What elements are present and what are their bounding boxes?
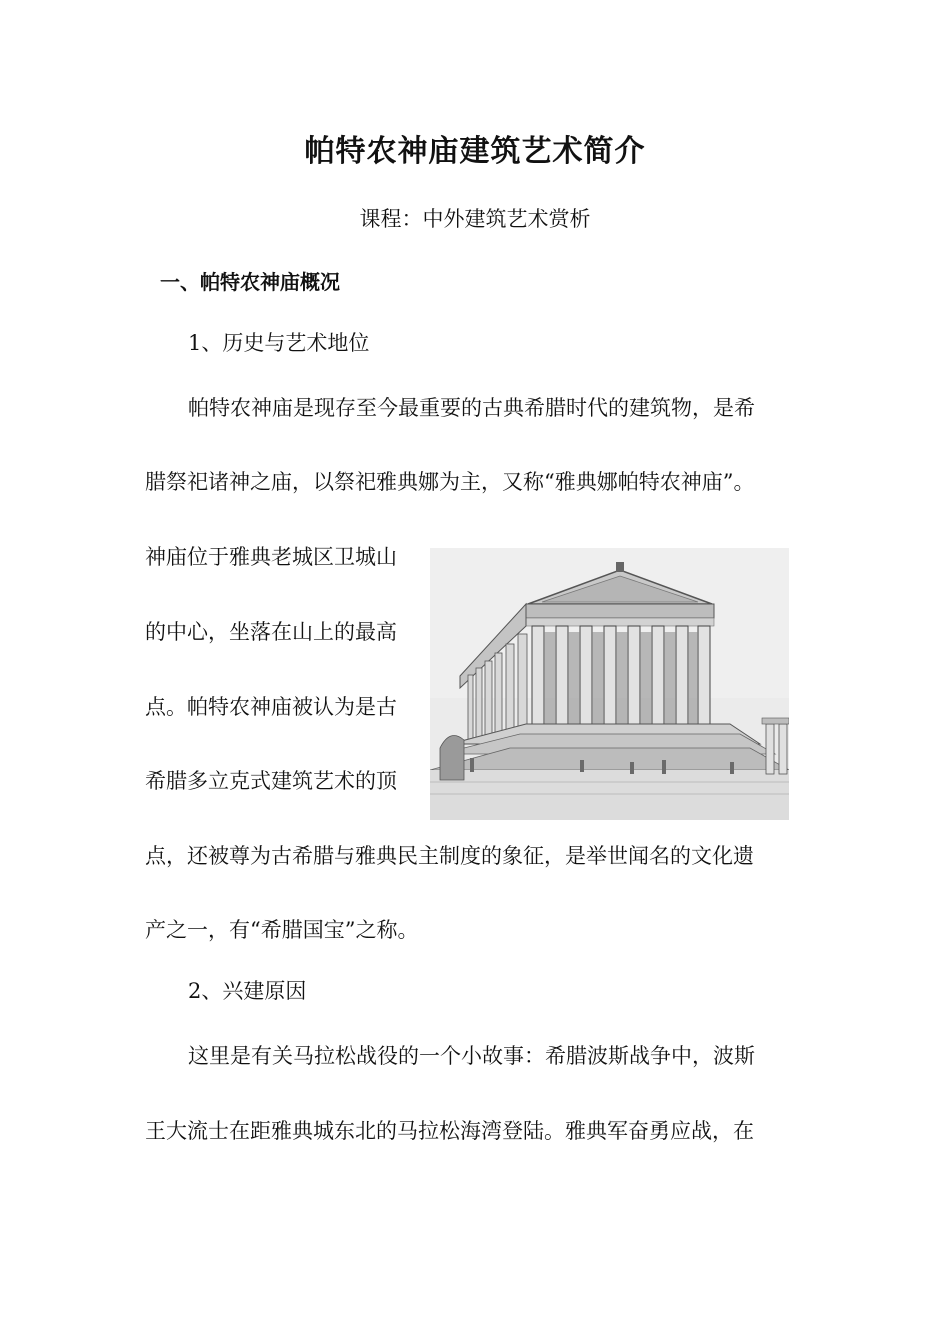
- parthenon-illustration-icon: [430, 548, 789, 820]
- paragraph-line: 希腊多立克式建筑艺术的顶: [145, 769, 397, 793]
- paragraph-line: 产之一，有“希腊国宝”之称。: [145, 918, 419, 942]
- subheading-reason: 2、兴建原因: [188, 979, 307, 1003]
- document-title: 帕特农神庙建筑艺术简介: [304, 134, 646, 169]
- paragraph-line: 王大流士在距雅典城东北的马拉松海湾登陆。雅典军奋勇应战，在: [145, 1119, 754, 1143]
- paragraph-line: 这里是有关马拉松战役的一个小故事：希腊波斯战争中，波斯: [188, 1044, 755, 1068]
- subheading-history: 1、历史与艺术地位: [188, 331, 370, 355]
- paragraph-line: 点。帕特农神庙被认为是古: [145, 695, 397, 719]
- paragraph-line: 的中心，坐落在山上的最高: [145, 620, 397, 644]
- section-heading-overview: 一、帕特农神庙概况: [160, 270, 340, 294]
- paragraph-line: 神庙位于雅典老城区卫城山: [145, 545, 397, 569]
- paragraph-line: 腊祭祀诸神之庙，以祭祀雅典娜为主，又称“雅典娜帕特农神庙”。: [145, 470, 755, 494]
- document-subtitle: 课程：中外建筑艺术赏析: [359, 207, 591, 231]
- paragraph-line: 帕特农神庙是现存至今最重要的古典希腊时代的建筑物，是希: [188, 396, 755, 420]
- paragraph-line: 点，还被尊为古希腊与雅典民主制度的象征，是举世闻名的文化遗: [145, 844, 754, 868]
